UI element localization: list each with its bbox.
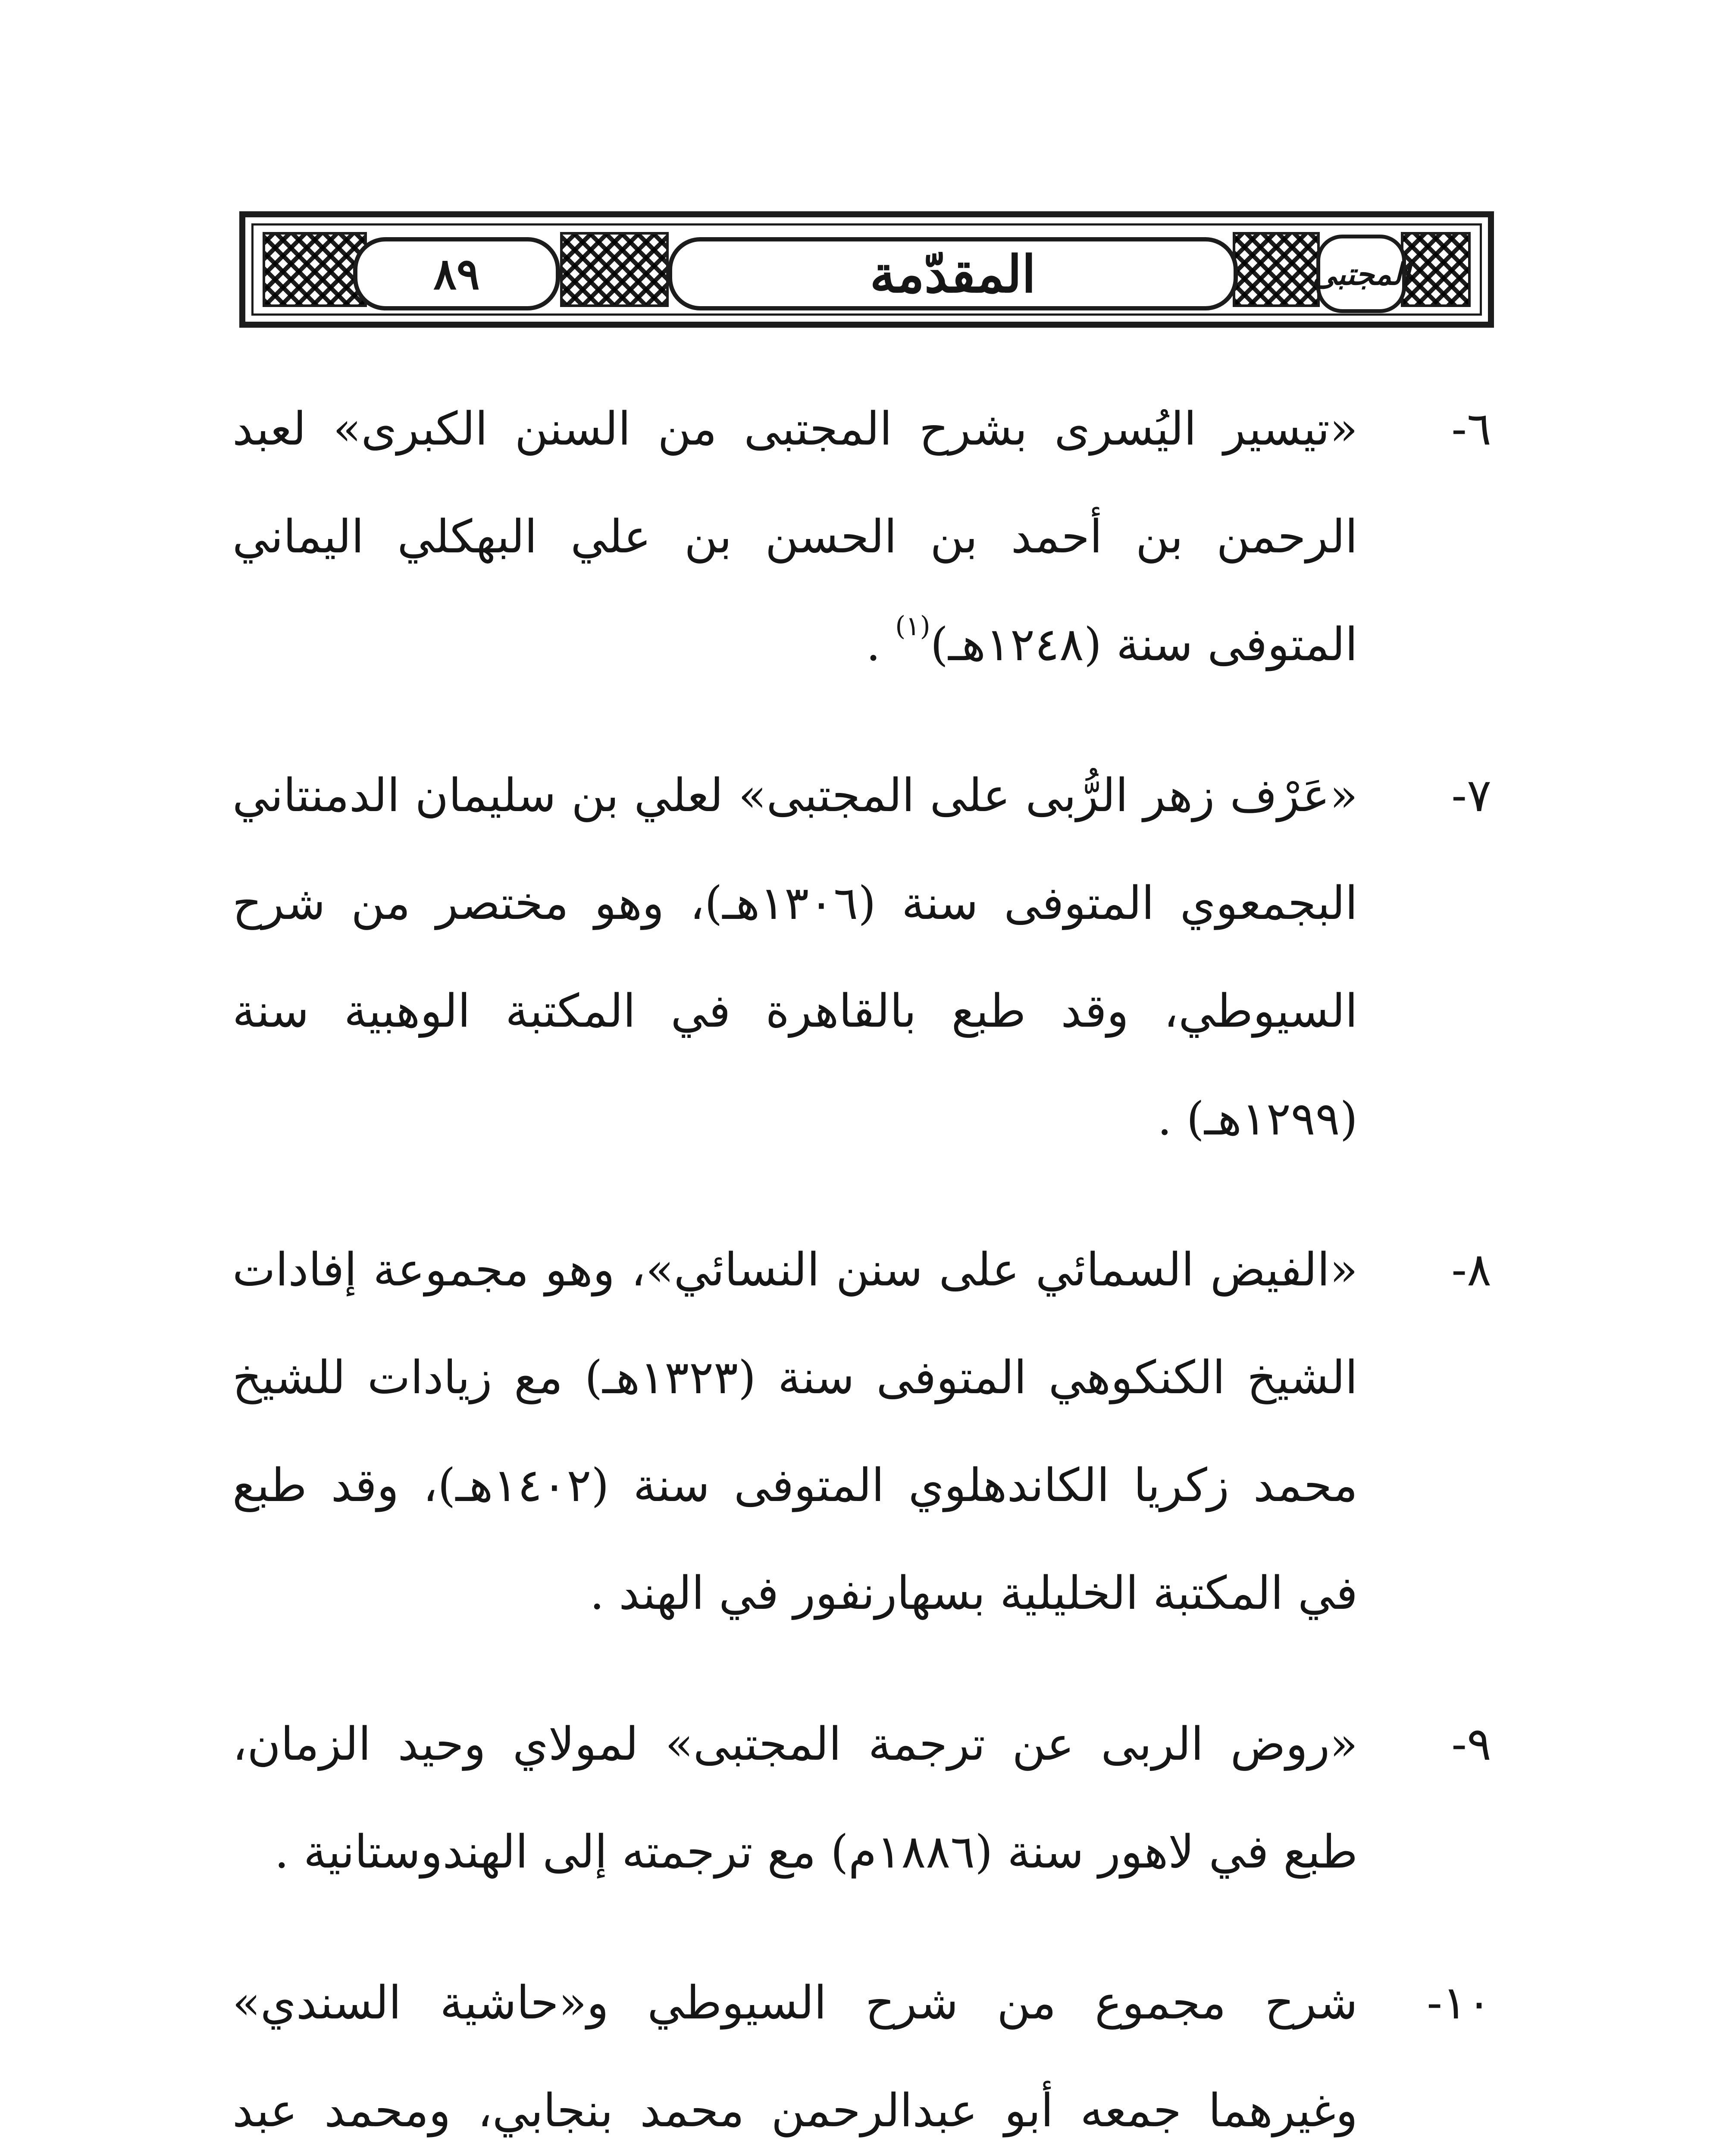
ornament-right bbox=[1401, 232, 1471, 307]
footnote-reference[interactable]: (١) bbox=[895, 610, 930, 642]
item-text: «الفيض السمائي على سنن النسائي»، وهو مجموعة إفادات الشيخ الكنكوهي المتوفى سنة (١٣٢٣هـ) مع زيادات للشيخ محمد زكريا الكاندهلوي المتوفى سنة (١٤٠٢هـ)، وقد طبع في المكتبة الخليلية بسهارنفور في الهند . bbox=[232, 1243, 1358, 1620]
item-text bbox=[232, 375, 1358, 699]
list-item bbox=[232, 1949, 1491, 2156]
book-logo: المجتبى bbox=[1316, 235, 1406, 313]
running-header bbox=[239, 211, 1494, 328]
item-text: «عَرْف زهر الرُّبى على المجتبى» لعلي بن سليمان الدمنتاني البجمعوي المتوفى سنة (١٣٠٦هـ)، وهو مختصر من شرح السيوطي، وقد طبع بالقاهرة في المكتبة الوهبية سنة (١٢٩٩هـ) . bbox=[232, 769, 1358, 1145]
list-item bbox=[232, 742, 1491, 1173]
main-text bbox=[232, 375, 1491, 2156]
list-item bbox=[232, 1690, 1491, 1906]
page-number: ٨٩ bbox=[353, 237, 560, 310]
item-number: ٨- bbox=[1451, 1243, 1491, 1296]
ornament-left bbox=[263, 232, 367, 307]
item-number: ١٠- bbox=[1427, 1976, 1491, 2029]
item-text-body: «تيسير اليُسرى بشرح المجتبى من السنن الكبرى» لعبد الرحمن بن أحمد بن الحسن بن علي البهكلي اليماني المتوفى سنة (١٢٤٨هـ) bbox=[232, 402, 1358, 671]
item-number: ٧- bbox=[1451, 769, 1491, 822]
list-item bbox=[232, 375, 1491, 699]
item-text: «روض الربى عن ترجمة المجتبى» لمولاي وحيد الزمان، طبع في لاهور سنة (١٨٨٦م) مع ترجمته إلى الهندوستانية . bbox=[232, 1717, 1358, 1878]
ornament-center-right bbox=[1233, 232, 1320, 307]
page-title: المقدّمة bbox=[668, 237, 1238, 310]
ornament-center-left bbox=[560, 232, 669, 307]
item-number: ٩- bbox=[1451, 1717, 1491, 1771]
item-text: شرح مجموع من شرح السيوطي و«حاشية السندي» وغيرهما جمعه أبو عبدالرحمن محمد بنجابي، ومحمد عبد bbox=[232, 1976, 1358, 2137]
item-text-tail: . bbox=[866, 618, 896, 671]
list-item bbox=[232, 1216, 1491, 1647]
item-number: ٦- bbox=[1451, 402, 1491, 455]
